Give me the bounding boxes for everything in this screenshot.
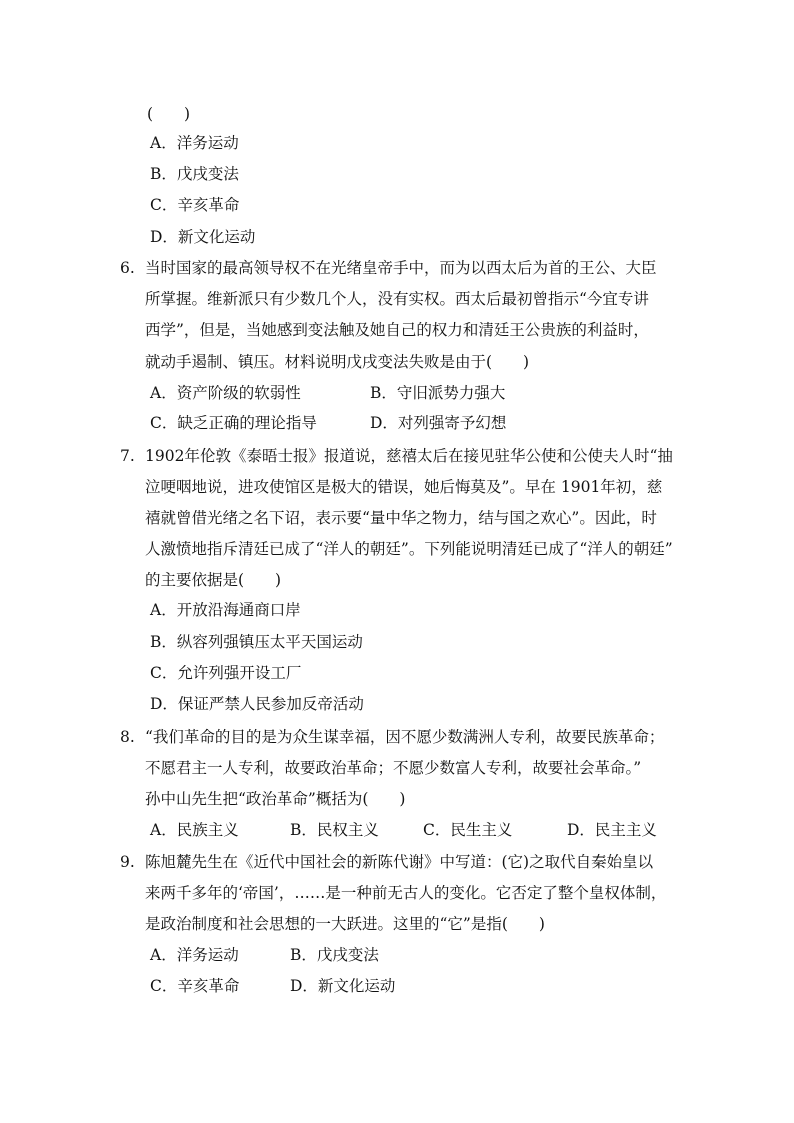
q8-line-3: 孙中山先生把“政治革命”概括为( ) [145, 790, 406, 808]
q8-option-a: A．民族主义 [150, 821, 239, 839]
q7-option-c: C．允许列强开设工厂 [150, 664, 302, 682]
q9-option-c: C．辛亥革命 [150, 977, 240, 995]
q7-line-3: 禧就曾借光绪之名下诏，表示要“量中华之物力，结与国之欢心”。因此，时 [145, 509, 657, 527]
q7-number: 7. [120, 447, 135, 465]
q5-option-c: C．辛亥革命 [150, 196, 240, 214]
q5-answer-blank: ( ) [147, 105, 191, 123]
q6-line-2: 所掌握。维新派只有少数几个人，没有实权。西太后最初曾指示“今宜专讲 [145, 290, 649, 308]
q9-option-d: D．新文化运动 [290, 977, 396, 995]
q6-line-3: 西学”，但是，当她感到变法触及她自己的权力和清廷王公贵族的利益时， [145, 321, 649, 339]
q8-option-d: D．民主主义 [567, 821, 657, 839]
q7-option-b: B．纵容列强镇压太平天国运动 [150, 633, 363, 651]
q5-option-a: A．洋务运动 [150, 134, 239, 152]
q8-option-c: C．民生主义 [423, 821, 513, 839]
q7-option-d: D．保证严禁人民参加反帝活动 [150, 695, 364, 713]
q5-option-d: D．新文化运动 [150, 228, 256, 246]
q9-option-b: B．戊戌变法 [290, 946, 379, 964]
q8-number: 8. [120, 728, 135, 746]
q6-line-4: 就动手遏制、镇压。材料说明戊戌变法失败是由于( ) [145, 353, 530, 371]
q9-option-a: A．洋务运动 [150, 946, 239, 964]
q9-line-1: 陈旭麓先生在《近代中国社会的新陈代谢》中写道：(它)之取代自秦始皇以 [145, 853, 654, 871]
q6-option-a: A．资产阶级的软弱性 [150, 384, 301, 402]
q8-option-b: B．民权主义 [290, 821, 379, 839]
q8-line-1: “我们革命的目的是为众生谋幸福，因不愿少数满洲人专利，故要民族革命； [145, 728, 665, 746]
q7-line-1: 1902年伦敦《泰晤士报》报道说，慈禧太后在接见驻华公使和公使夫人时“抽 [145, 447, 673, 465]
q6-option-d: D．对列强寄予幻想 [370, 414, 507, 432]
q7-option-a: A．开放沿海通商口岸 [150, 601, 301, 619]
q7-line-5: 的主要依据是( ) [145, 571, 282, 589]
q6-option-b: B．守旧派势力强大 [370, 384, 506, 402]
q6-option-c: C．缺乏正确的理论指导 [150, 414, 317, 432]
q9-number: 9. [120, 853, 135, 871]
q7-line-2: 泣哽咽地说，进攻使馆区是极大的错误，她后悔莫及”。早在 1901年初，慈 [145, 478, 663, 496]
q8-line-2: 不愿君主一人专利，故要政治革命；不愿少数富人专利，故要社会革命。” [145, 759, 642, 777]
q6-number: 6. [120, 259, 135, 277]
q9-line-3: 是政治制度和社会思想的一大跃进。这里的“它”是指( ) [145, 915, 545, 933]
q5-option-b: B．戊戌变法 [150, 165, 239, 183]
q6-line-1: 当时国家的最高领导权不在光绪皇帝手中，而为以西太后为首的王公、大臣 [145, 259, 657, 277]
q9-line-2: 来两千多年的‘帝国’，……是一种前无古人的变化。它否定了整个皇权体制， [145, 884, 667, 902]
q7-line-4: 人激愤地指斥清廷已成了“洋人的朝廷”。下列能说明清廷已成了“洋人的朝廷” [145, 540, 673, 558]
